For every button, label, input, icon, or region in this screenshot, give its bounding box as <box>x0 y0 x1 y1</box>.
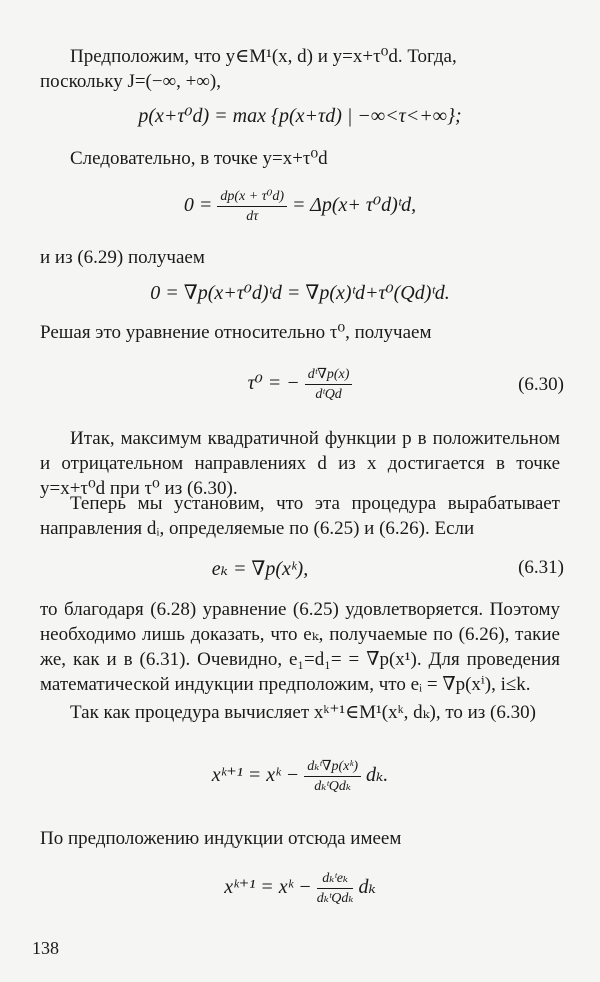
equation-6 <box>0 758 600 795</box>
equation-6-right: dₖ. <box>365 764 389 787</box>
paragraph-6: Теперь мы установим, что эта процедура вырабатывает направления dᵢ, определяемые по (6.25) и (6.26). Если <box>40 493 560 539</box>
equation-2-right: = Δp(x+ τ⁰d)ᵗd, <box>292 194 417 217</box>
equation-2 <box>0 188 600 225</box>
equation-4 <box>0 366 600 403</box>
equation-2-denominator: dτ <box>246 209 259 224</box>
equation-7-numerator: dₖᵗeₖ <box>317 870 354 889</box>
equation-5: eₖ = ∇p(xᵏ), <box>211 558 309 580</box>
equation-2-fraction <box>217 188 287 225</box>
paragraph-8: Так как процедура вычисляет xᵏ⁺¹∈M¹(xᵏ, dₖ), то из (6.30) <box>70 702 536 723</box>
equation-4-numerator: dᵗ∇p(x) <box>305 366 353 385</box>
equation-7-left: xᵏ⁺¹ = xᵏ − <box>224 876 312 899</box>
page-number: 138 <box>32 938 59 958</box>
paragraph-3: и из (6.29) получаем <box>40 247 205 268</box>
paragraph-7: то благодаря (6.28) уравнение (6.25) удовлетворяется. Поэтому необходимо лишь доказать, что eₖ, получаемые по (6.26), такие же, как и в (6.31). Очевидно, e₁=d₁= = ∇p(x¹). Для проведения математической индукции предположим, что eᵢ = ∇p(xⁱ), i≤k. <box>40 599 560 695</box>
equation-6-fraction <box>304 758 361 795</box>
equation-6-denominator: dₖᵗQdₖ <box>314 779 351 794</box>
equation-7-right: dₖ <box>358 876 376 899</box>
paragraph-4: Решая это уравнение относительно τ⁰, получаем <box>40 322 432 343</box>
equation-2-left: 0 = <box>183 194 213 217</box>
equation-4-denominator: dᵗQd <box>315 387 342 402</box>
paragraph-1-line-1: Предположим, что y∈M¹(x, d) и y=x+τ⁰d. Тогда, <box>70 46 457 67</box>
equation-7-fraction <box>317 870 354 907</box>
equation-7 <box>0 870 600 907</box>
equation-4-fraction <box>305 366 353 403</box>
equation-5-number: (6.31) <box>518 557 564 578</box>
equation-4-left: τ⁰ = − <box>247 372 300 395</box>
equation-2-numerator: dp(x + τ⁰d) <box>217 188 287 207</box>
paragraph-1-line-2: поскольку J=(−∞, +∞), <box>40 71 221 92</box>
paragraph-5: Итак, максимум квадратичной функции p в положительном и отрицательном направлениях d из x достигается в точке y=x+τ⁰d при τ⁰ из (6.30). <box>40 428 560 499</box>
equation-6-left: xᵏ⁺¹ = xᵏ − <box>211 764 300 787</box>
paragraph-2: Следовательно, в точке y=x+τ⁰d <box>70 148 328 169</box>
paragraph-9: По предположению индукции отсюда имеем <box>40 828 402 849</box>
equation-7-denominator: dₖᵗQdₖ <box>316 891 354 906</box>
equation-4-number: (6.30) <box>518 374 564 395</box>
equation-6-numerator: dₖᵗ∇p(xᵏ) <box>304 758 361 777</box>
equation-3: 0 = ∇p(x+τ⁰d)ᵗd = ∇p(x)ᵗd+τ⁰(Qd)ᵗd. <box>150 282 450 304</box>
equation-1: p(x+τ⁰d) = max {p(x+τd) | −∞<τ<+∞}; <box>138 105 462 127</box>
